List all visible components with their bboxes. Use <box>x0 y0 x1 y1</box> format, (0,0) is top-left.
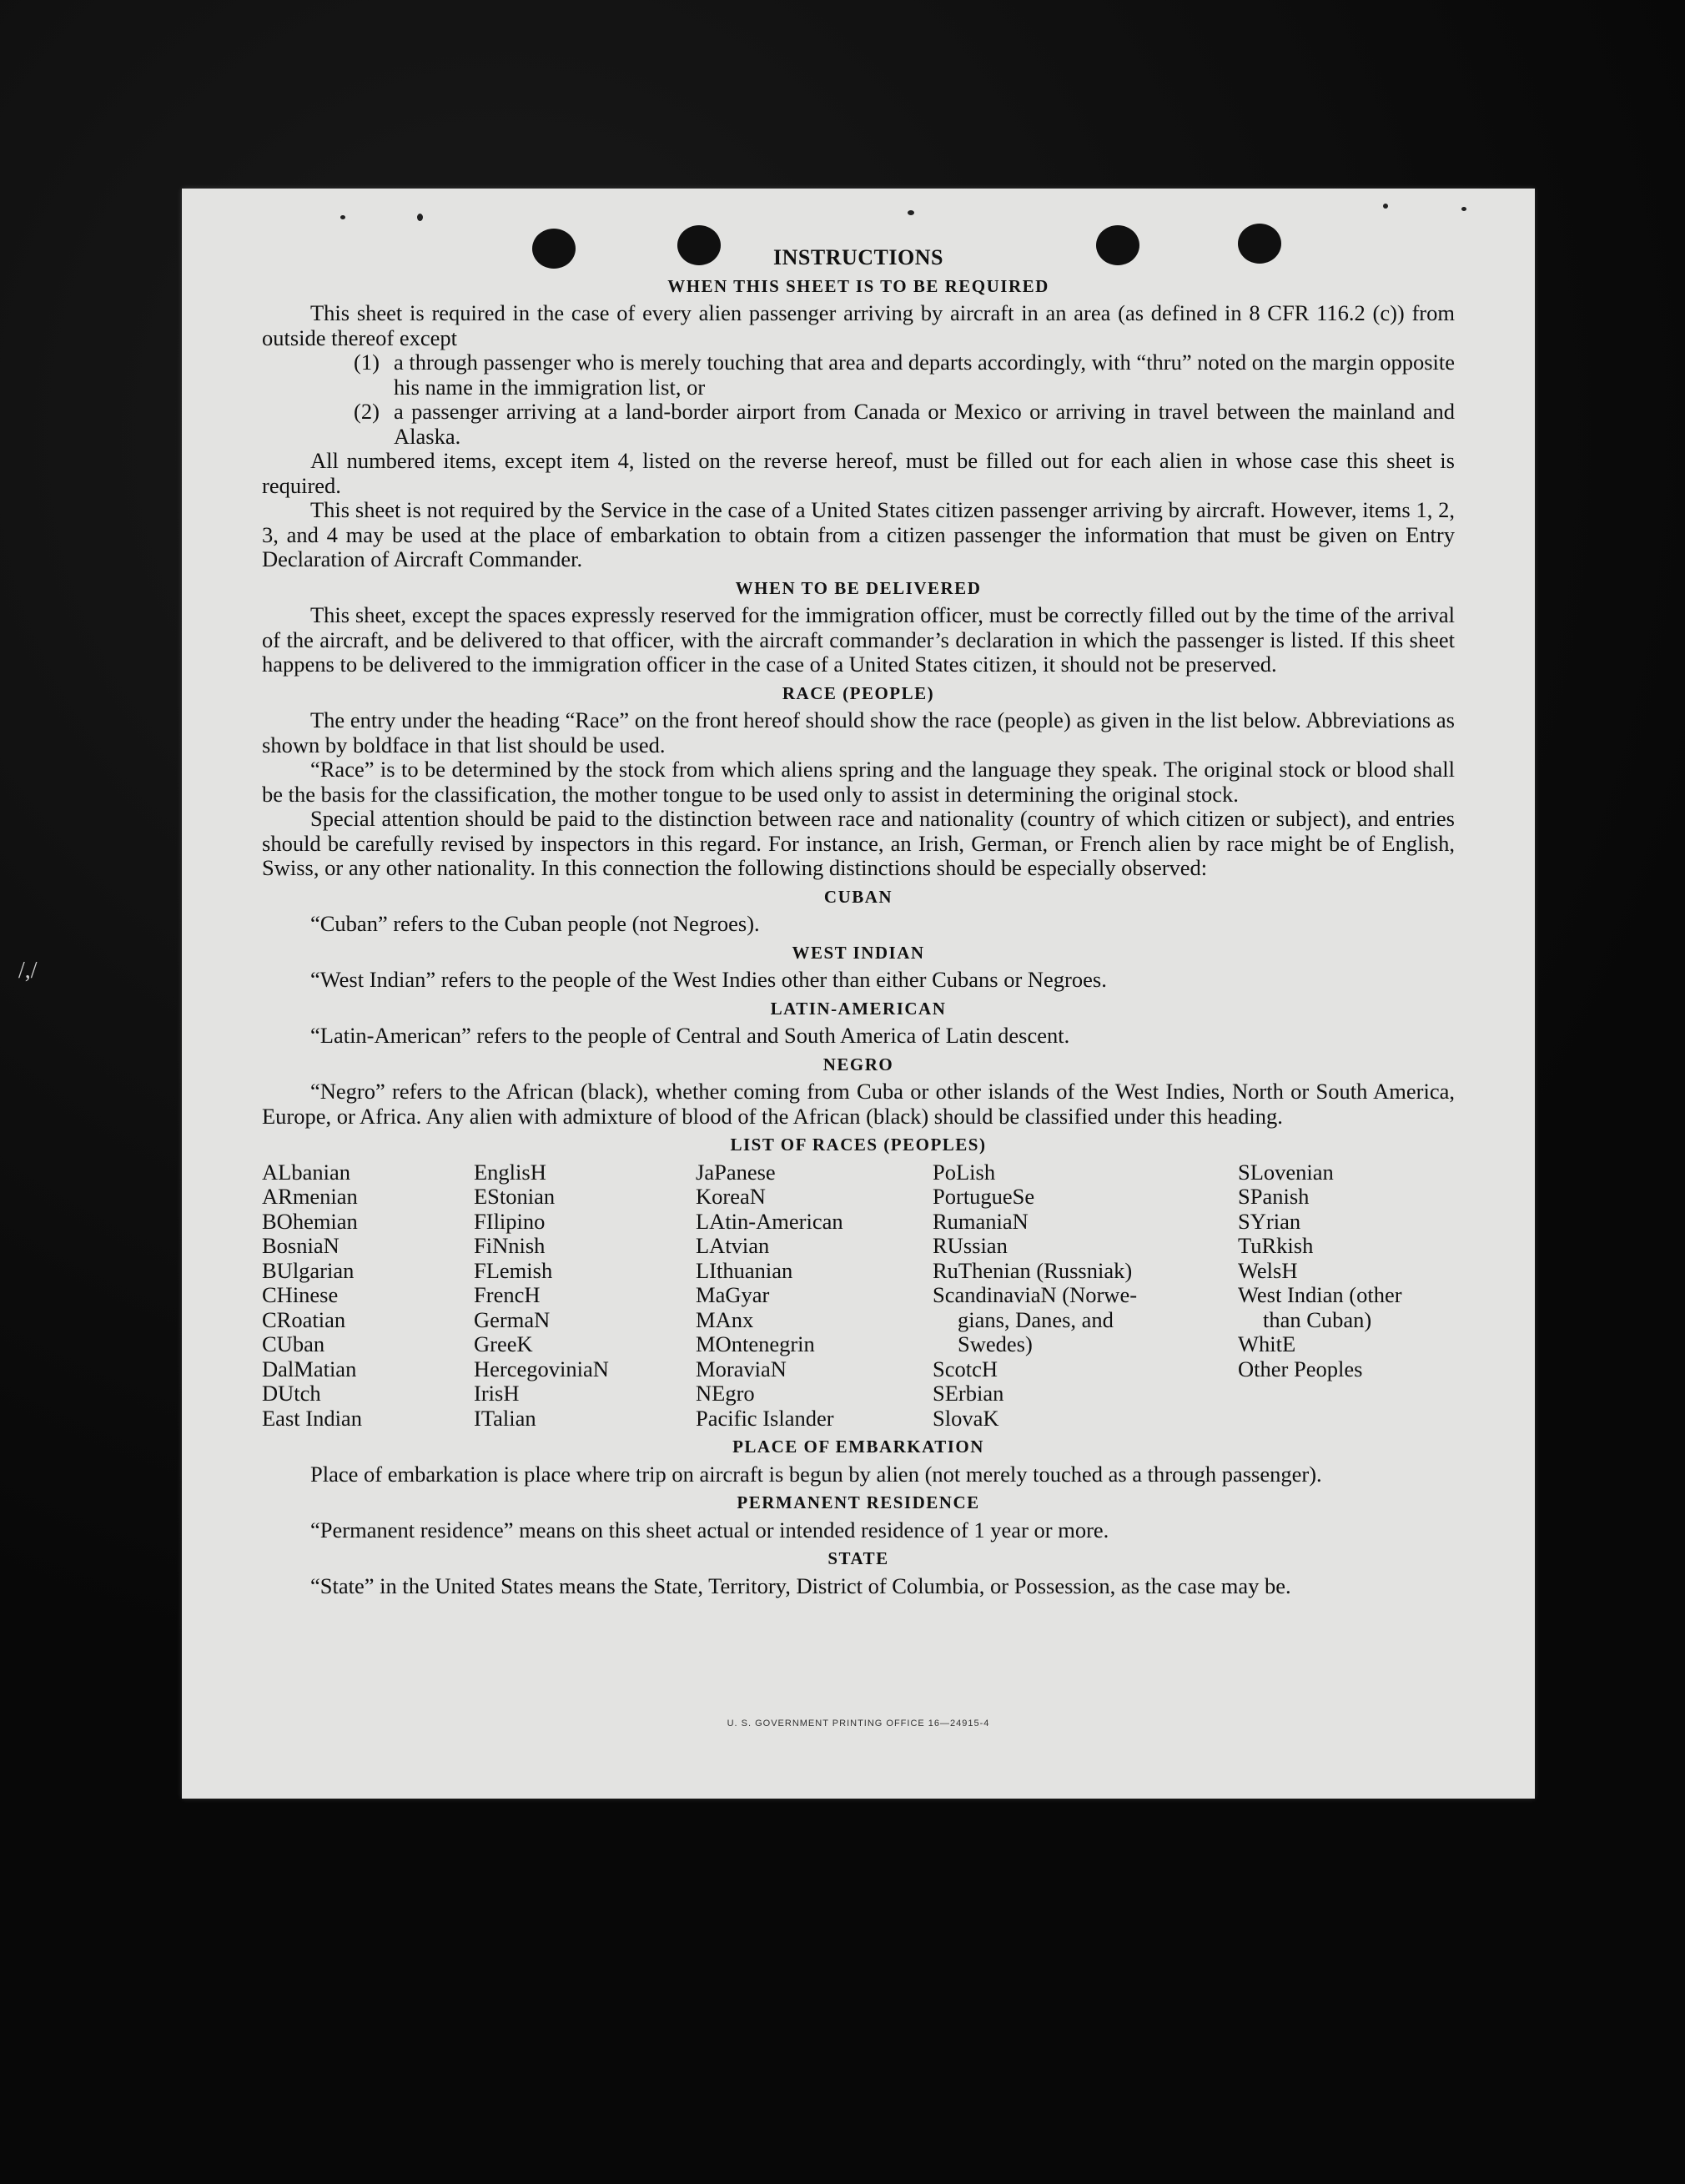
race-entry: RuThenian (Russniak) <box>933 1257 1133 1283</box>
race-entry: CUban <box>262 1331 325 1356</box>
race-entry: BOhemian <box>262 1208 358 1234</box>
race-entry: SErbian <box>933 1381 1004 1406</box>
race-entry: CRoatian <box>262 1306 346 1332</box>
race-entry: ITalian <box>474 1405 536 1431</box>
race-entry: West Indian (other <box>1238 1282 1402 1307</box>
race-entry: FIlipino <box>474 1208 546 1234</box>
margin-mark: /,/ <box>18 958 38 984</box>
speck <box>417 214 423 221</box>
race-entry: RUssian <box>933 1233 1008 1258</box>
race-entry: ScotcH <box>933 1356 998 1381</box>
race-entry: MOntenegrin <box>696 1331 815 1356</box>
printer-imprint: U. S. GOVERNMENT PRINTING OFFICE 16—24915-4 <box>727 1719 990 1729</box>
race-column <box>933 1160 1238 1432</box>
race-entry: BosniaN <box>262 1233 340 1258</box>
race-entry: SYrian <box>1238 1208 1301 1234</box>
race-entry: LAtvian <box>696 1233 770 1258</box>
paragraph: “Permanent residence” means on this sheet actual or intended residence of 1 year or more. <box>310 1517 1109 1542</box>
paragraph: This sheet is not required by the Service in the case of a United States citizen passenger arriving by aircraft. However, items 1, 2, 3, and 4 may be used at the place of embarkation to obtain from a citizen passenger the information that must be given on Entry Declaration of Aircraft Commander. <box>262 497 1455 571</box>
speck <box>1461 207 1466 211</box>
paragraph: “West Indian” refers to the people of the West Indies other than either Cubans or Negroes. <box>310 967 1107 992</box>
race-entry: DUtch <box>262 1381 321 1406</box>
race-list <box>262 1160 1455 1432</box>
race-column <box>474 1160 696 1432</box>
race-entry: WelsH <box>1238 1257 1298 1283</box>
race-entry: SlovaK <box>933 1405 999 1431</box>
race-entry: IrisH <box>474 1381 520 1406</box>
heading-state: STATE <box>827 1548 889 1568</box>
race-entry: GermaN <box>474 1306 551 1332</box>
race-entry: WhitE <box>1238 1331 1296 1356</box>
heading-when-delivered: WHEN TO BE DELIVERED <box>735 577 982 598</box>
race-entry-continued: gians, Danes, and <box>958 1306 1114 1332</box>
race-entry: GreeK <box>474 1331 533 1356</box>
race-entry: MoraviaN <box>696 1356 787 1381</box>
race-entry: East Indian <box>262 1405 362 1431</box>
paragraph: “State” in the United States means the State, Territory, District of Columbia, or Possession, as the case may be. <box>310 1573 1291 1598</box>
exception-item <box>354 400 1455 449</box>
instructions-text <box>262 245 1455 1598</box>
paragraph: “Latin-American” refers to the people of Central and South America of Latin descent. <box>310 1023 1070 1048</box>
race-entry: Pacific Islander <box>696 1405 834 1431</box>
race-entry: FiNnish <box>474 1233 546 1258</box>
race-entry: JaPanese <box>696 1159 776 1185</box>
speck <box>908 210 914 215</box>
document-page <box>182 189 1535 1799</box>
paragraph: This sheet, except the spaces expressly reserved for the immigration officer, must be correctly filled out by the time of the arrival of the aircraft, and be delivered to that officer, with the aircraft commander’s declaration in which the passenger is listed. If this sheet happens to be delivered to the immigration officer in the case of a United States citizen, it should not be preserved. <box>262 602 1455 677</box>
race-entry: DalMatian <box>262 1356 357 1381</box>
race-entry: BUlgarian <box>262 1257 355 1283</box>
race-entry: SPanish <box>1238 1184 1310 1209</box>
paragraph: “Race” is to be determined by the stock from which aliens spring and the language they speak. The original stock or blood shall be the basis for the classification, the mother tongue to be used only to assist in determining the original stock. <box>262 757 1455 807</box>
race-entry: HercegoviniaN <box>474 1356 609 1381</box>
race-entry: ScandinaviaN (Norwe- <box>933 1282 1138 1307</box>
item-number: (2) <box>354 399 380 424</box>
race-entry: Other Peoples <box>1238 1356 1363 1381</box>
paragraph: All numbered items, except item 4, listed on the reverse hereof, must be filled out for each alien in whose case this sheet is required. <box>262 448 1455 498</box>
race-entry: SLovenian <box>1238 1159 1334 1185</box>
race-entry: PoLish <box>933 1159 996 1185</box>
exception-item <box>354 350 1455 400</box>
race-entry: LIthuanian <box>696 1257 793 1283</box>
race-entry: RumaniaN <box>933 1208 1029 1234</box>
race-entry: FrencH <box>474 1282 541 1307</box>
heading-embarkation: PLACE OF EMBARKATION <box>732 1437 984 1457</box>
paragraph: Place of embarkation is place where trip on aircraft is begun by alien (not merely touched as a through passenger). <box>310 1461 1322 1487</box>
race-entry-continued: than Cuban) <box>1263 1306 1372 1332</box>
item-text: a through passenger who is merely touching that area and departs accordingly, with “thru” noted on the margin opposite his name in the immigration list, or <box>394 350 1455 400</box>
paragraph: The entry under the heading “Race” on the front hereof should show the race (people) as given in the list below. Abbreviations as shown by boldface in that list should be used. <box>262 707 1455 757</box>
race-entry: EnglisH <box>474 1159 546 1185</box>
race-entry: ALbanian <box>262 1159 350 1185</box>
race-entry: EStonian <box>474 1184 556 1209</box>
item-text: a passenger arriving at a land-border airport from Canada or Mexico or arriving in travel between the mainland and Alaska. <box>394 399 1455 449</box>
paragraph: “Negro” refers to the African (black), whether coming from Cuba or other islands of the West Indies, North or South America, Europe, or Africa. Any alien with admixture of blood of the African (black) should be classified under this heading. <box>262 1079 1455 1129</box>
race-entry: PortugueSe <box>933 1184 1035 1209</box>
race-column <box>696 1160 933 1432</box>
heading-west-indian: WEST INDIAN <box>792 942 925 963</box>
race-entry-continued: Swedes) <box>958 1331 1033 1356</box>
race-column <box>1238 1160 1455 1432</box>
speck <box>340 215 345 219</box>
race-entry: CHinese <box>262 1282 339 1307</box>
race-entry: MaGyar <box>696 1282 770 1307</box>
page-title: INSTRUCTIONS <box>773 245 943 269</box>
heading-cuban: CUBAN <box>823 886 893 907</box>
race-entry: MAnx <box>696 1306 754 1332</box>
race-entry: ARmenian <box>262 1184 358 1209</box>
race-column <box>262 1160 474 1432</box>
race-entry: NEgro <box>696 1381 755 1406</box>
heading-list-of-races: LIST OF RACES (PEOPLES) <box>730 1135 987 1155</box>
heading-when-required: WHEN THIS SHEET IS TO BE REQUIRED <box>667 275 1049 296</box>
race-entry: FLemish <box>474 1257 553 1283</box>
paragraph: Special attention should be paid to the distinction between race and nationality (country of which citizen or subject), and entries should be carefully revised by inspectors in this regard. For instance, an Irish, German, or French alien by race might be of English, Swiss, or any other nationality. In this connection the following distinctions should be especially observed: <box>262 806 1455 880</box>
speck <box>1383 204 1388 209</box>
paragraph: “Cuban” refers to the Cuban people (not Negroes). <box>310 911 760 936</box>
race-entry: LAtin-American <box>696 1208 843 1234</box>
heading-race: RACE (PEOPLE) <box>782 682 935 703</box>
race-entry: KoreaN <box>696 1184 766 1209</box>
heading-negro: NEGRO <box>822 1054 894 1074</box>
race-entry: TuRkish <box>1238 1233 1314 1258</box>
heading-latin-american: LATIN-AMERICAN <box>770 998 947 1019</box>
item-number: (1) <box>354 350 380 375</box>
heading-permanent-residence: PERMANENT RESIDENCE <box>737 1492 980 1512</box>
paragraph: This sheet is required in the case of every alien passenger arriving by aircraft in an area (as defined in 8 CFR 116.2 (c)) from outside thereof except <box>262 300 1455 350</box>
